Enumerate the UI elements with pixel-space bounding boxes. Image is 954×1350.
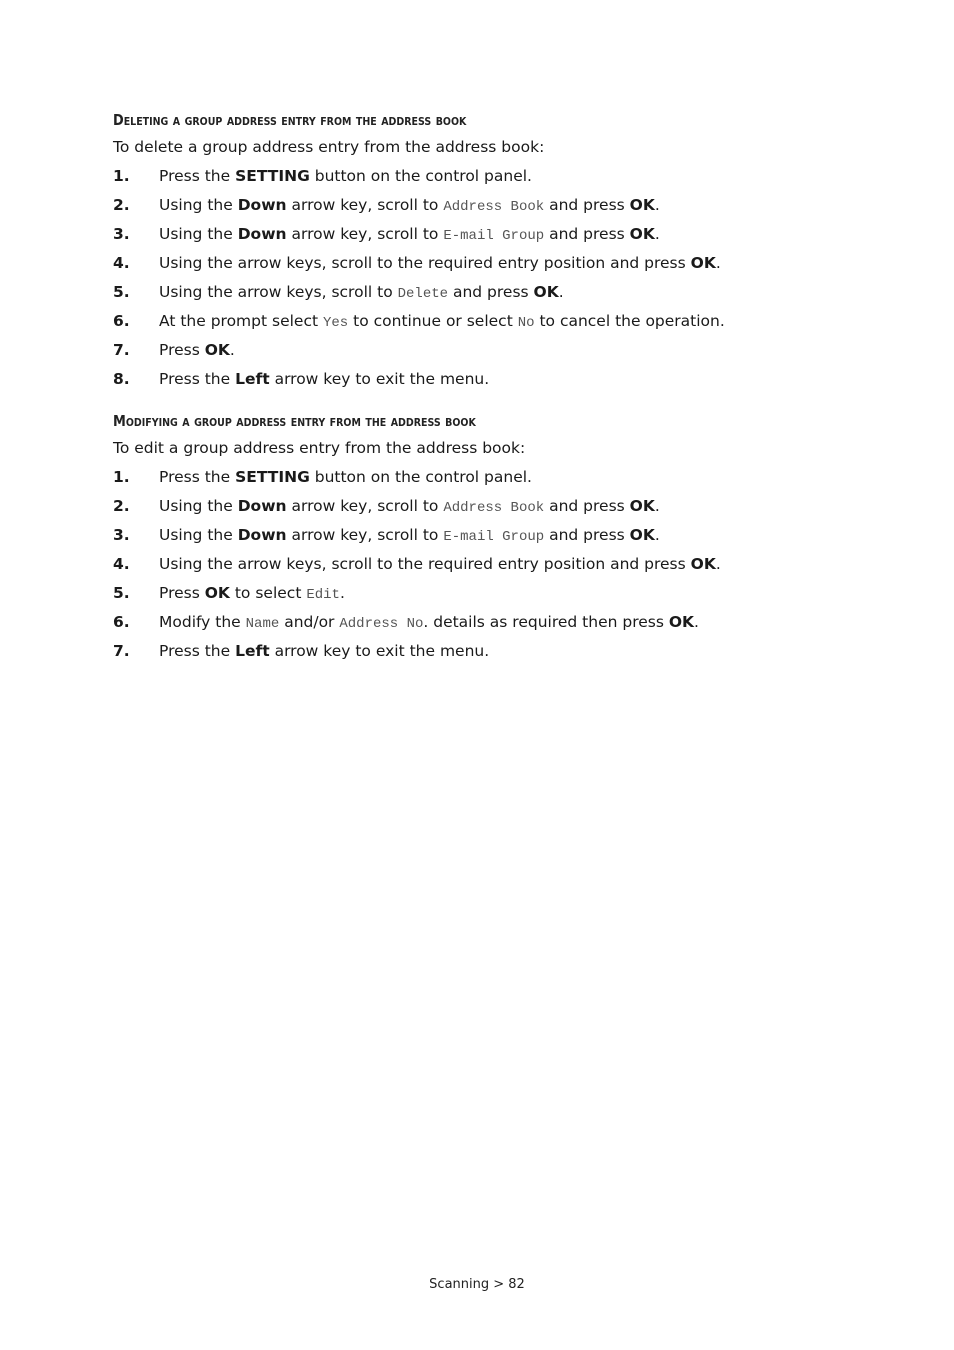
step-text-segment: Using the arrow keys, scroll to the required entry position and press	[159, 254, 691, 272]
bold-term: OK	[204, 584, 230, 602]
step-text	[159, 521, 660, 552]
modify-group-entry-section	[113, 409, 873, 666]
step-item	[113, 521, 873, 550]
step-text-segment: to cancel the operation.	[534, 312, 725, 330]
step-text	[159, 492, 660, 523]
step-text-segment: arrow key, scroll to	[286, 526, 444, 544]
menu-item-text: E-mail Group	[443, 529, 545, 545]
step-text-segment: Using the	[159, 497, 238, 515]
step-number: 6.	[113, 613, 130, 631]
step-item	[113, 278, 873, 307]
step-text-segment: Using the arrow keys, scroll to	[159, 283, 398, 301]
step-text-segment: . details as required then press	[423, 613, 669, 631]
step-text	[159, 365, 489, 394]
step-text-segment: .	[558, 283, 564, 301]
bold-term: SETTING	[235, 167, 310, 185]
bold-term: Down	[237, 497, 287, 515]
step-text	[159, 637, 489, 666]
step-text	[159, 608, 699, 639]
step-text	[159, 579, 345, 610]
step-item	[113, 307, 873, 336]
step-text-segment: Modify the	[159, 613, 246, 631]
step-text-segment: arrow key to exit the menu.	[269, 370, 490, 388]
step-text-segment: and press	[544, 497, 630, 515]
bold-term: Down	[237, 225, 287, 243]
step-text-segment: button on the control panel.	[309, 167, 532, 185]
step-text-segment: Using the arrow keys, scroll to the required entry position and press	[159, 555, 691, 573]
step-number: 3.	[113, 225, 130, 243]
step-item	[113, 336, 873, 365]
section-heading: Deleting a group address entry from the address book	[113, 111, 467, 129]
menu-item-text: E-mail Group	[443, 228, 545, 244]
menu-item-text: Name	[245, 616, 280, 632]
step-item	[113, 191, 873, 220]
step-number: 7.	[113, 341, 130, 359]
step-number: 2.	[113, 497, 130, 515]
step-item	[113, 492, 873, 521]
bold-term: OK	[629, 196, 655, 214]
bold-term: OK	[629, 497, 655, 515]
step-text	[159, 278, 564, 309]
step-text-segment: to select	[229, 584, 307, 602]
step-number: 5.	[113, 584, 130, 602]
step-text-segment: .	[229, 341, 235, 359]
bold-term: OK	[533, 283, 559, 301]
step-item	[113, 637, 873, 666]
step-number: 4.	[113, 254, 130, 272]
step-text-segment: .	[339, 584, 345, 602]
bold-term: OK	[629, 526, 655, 544]
step-text-segment: At the prompt select	[159, 312, 323, 330]
step-text	[159, 307, 725, 338]
bold-term: Down	[237, 526, 287, 544]
step-number: 1.	[113, 167, 130, 185]
step-text	[159, 249, 721, 278]
step-text-segment: Using the	[159, 196, 238, 214]
menu-item-text: No	[517, 315, 535, 331]
step-text-segment: and press	[544, 225, 630, 243]
step-number: 3.	[113, 526, 130, 544]
step-text	[159, 336, 235, 365]
step-number: 5.	[113, 283, 130, 301]
step-text-segment: .	[654, 497, 660, 515]
step-number: 4.	[113, 555, 130, 573]
step-text-segment: .	[654, 526, 660, 544]
step-text	[159, 463, 532, 492]
section-intro: To edit a group address entry from the address book:	[113, 439, 526, 457]
step-text	[159, 220, 660, 251]
step-item	[113, 608, 873, 637]
menu-item-text: Address Book	[443, 500, 545, 516]
step-text-segment: Press the	[159, 370, 236, 388]
step-text-segment: Press	[159, 341, 205, 359]
step-item	[113, 220, 873, 249]
bold-term: SETTING	[235, 468, 310, 486]
bold-term: OK	[668, 613, 695, 631]
step-item	[113, 249, 873, 278]
step-item	[113, 463, 873, 492]
step-number: 7.	[113, 642, 130, 660]
step-text-segment: .	[694, 613, 699, 631]
step-text-segment: Press the	[159, 167, 236, 185]
step-text	[159, 191, 660, 222]
page-footer: Scanning > 82	[429, 1277, 525, 1292]
step-text-segment: arrow key, scroll to	[286, 497, 444, 515]
step-text-segment: and/or	[279, 613, 340, 631]
step-text-segment: and press	[448, 283, 534, 301]
step-text-segment: and press	[544, 526, 630, 544]
step-text-segment: .	[715, 555, 721, 573]
bold-term: Down	[237, 196, 287, 214]
steps-list	[113, 463, 873, 666]
menu-item-text: Address Book	[443, 199, 545, 215]
step-number: 2.	[113, 196, 130, 214]
step-text	[159, 550, 721, 579]
delete-group-entry-section	[113, 108, 873, 394]
step-text-segment: arrow key to exit the menu.	[269, 642, 490, 660]
step-text-segment: .	[654, 225, 660, 243]
step-text-segment: .	[654, 196, 660, 214]
bold-term: OK	[204, 341, 230, 359]
step-item	[113, 365, 873, 394]
step-number: 8.	[113, 370, 130, 388]
bold-term: Left	[235, 370, 270, 388]
step-item	[113, 550, 873, 579]
step-text-segment: Press the	[159, 642, 236, 660]
step-text-segment: .	[715, 254, 721, 272]
step-text	[159, 162, 532, 191]
step-text-segment: button on the control panel.	[309, 468, 532, 486]
step-item	[113, 162, 873, 191]
step-text-segment: Using the	[159, 225, 238, 243]
bold-term: OK	[690, 254, 716, 272]
step-text-segment: Press	[159, 584, 205, 602]
step-text-segment: and press	[544, 196, 630, 214]
step-number: 1.	[113, 468, 130, 486]
bold-term: OK	[629, 225, 655, 243]
step-text-segment: Press the	[159, 468, 236, 486]
step-text-segment: Using the	[159, 526, 238, 544]
bold-term: OK	[690, 555, 716, 573]
section-intro: To delete a group address entry from the address book:	[113, 138, 545, 156]
bold-term: Left	[235, 642, 270, 660]
steps-list	[113, 162, 873, 394]
section-heading: Modifying a group address entry from the address book	[113, 412, 476, 430]
step-text-segment: to continue or select	[348, 312, 518, 330]
step-text-segment: arrow key, scroll to	[286, 196, 444, 214]
menu-item-text: Address No	[339, 616, 424, 632]
menu-item-text: Yes	[322, 315, 349, 331]
menu-item-text: Delete	[397, 286, 449, 302]
step-number: 6.	[113, 312, 130, 330]
step-item	[113, 579, 873, 608]
step-text-segment: arrow key, scroll to	[286, 225, 444, 243]
menu-item-text: Edit	[306, 587, 340, 603]
